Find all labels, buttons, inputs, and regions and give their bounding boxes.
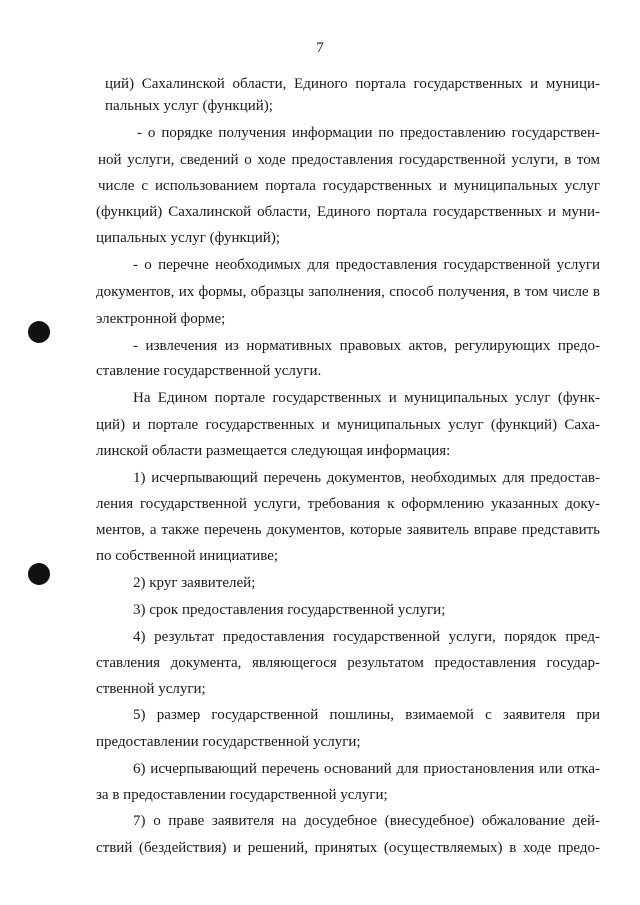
text-line: - о порядке получения информации по предоставлению государствен- — [137, 125, 600, 141]
text-line: ления государственной услуги, требования к оформлению указанных доку- — [96, 496, 600, 512]
text-line: - о перечне необходимых для предоставления государственной услуги — [133, 257, 600, 273]
text-line: предоставлении государственной услуги; — [96, 734, 361, 750]
text-line: ставления документа, являющегося результатом предоставления государ- — [96, 655, 600, 671]
text-line: На Едином портале государственных и муниципальных услуг (функ- — [133, 390, 600, 406]
text-line: ной услуги, сведений о ходе предоставления государственной услуги, в том — [98, 152, 600, 168]
punch-hole-top — [28, 321, 50, 343]
text-line: ций) Сахалинской области, Единого портала государственных и муници- — [105, 76, 600, 92]
text-line: пальных услуг (функций); — [105, 98, 273, 114]
text-line: за в предоставлении государственной услуги; — [96, 787, 388, 803]
text-line: 3) срок предоставления государственной услуги; — [133, 602, 446, 618]
text-line: 7) о праве заявителя на досудебное (внесудебное) обжалование дей- — [133, 813, 600, 829]
text-line: (функций) Сахалинской области, Единого портала государственных и муни- — [96, 204, 600, 220]
text-line: числе с использованием портала государственных и муниципальных услуг — [98, 178, 600, 194]
text-line: по собственной инициативе; — [96, 548, 279, 564]
text-line: ципальных услуг (функций); — [96, 230, 280, 246]
text-line: документов, их формы, образцы заполнения, способ получения, в том числе в — [96, 284, 600, 300]
text-line: 2) круг заявителей; — [133, 575, 256, 591]
text-line: 5) размер государственной пошлины, взимаемой с заявителя при — [133, 707, 600, 723]
text-line: 1) исчерпывающий перечень документов, необходимых для предостав- — [133, 470, 600, 486]
punch-hole-bottom — [28, 563, 50, 585]
text-line: линской области размещается следующая информация: — [96, 443, 451, 459]
text-line: ментов, а также перечень документов, которые заявитель вправе представить — [96, 522, 600, 538]
page-number: 7 — [316, 40, 324, 56]
text-line: - извлечения из нормативных правовых актов, регулирующих предо- — [133, 338, 600, 354]
text-line: ствий (бездействия) и решений, принятых (осуществляемых) в ходе предо- — [96, 840, 600, 856]
text-line: ций) и портале государственных и муниципальных услуг (функций) Саха- — [96, 417, 600, 433]
text-line: электронной форме; — [96, 311, 226, 327]
text-line: ственной услуги; — [96, 681, 206, 697]
text-line: 6) исчерпывающий перечень оснований для приостановления или отка- — [133, 761, 600, 777]
text-line: ставление государственной услуги. — [96, 363, 322, 379]
text-line: 4) результат предоставления государственной услуги, порядок пред- — [133, 629, 600, 645]
